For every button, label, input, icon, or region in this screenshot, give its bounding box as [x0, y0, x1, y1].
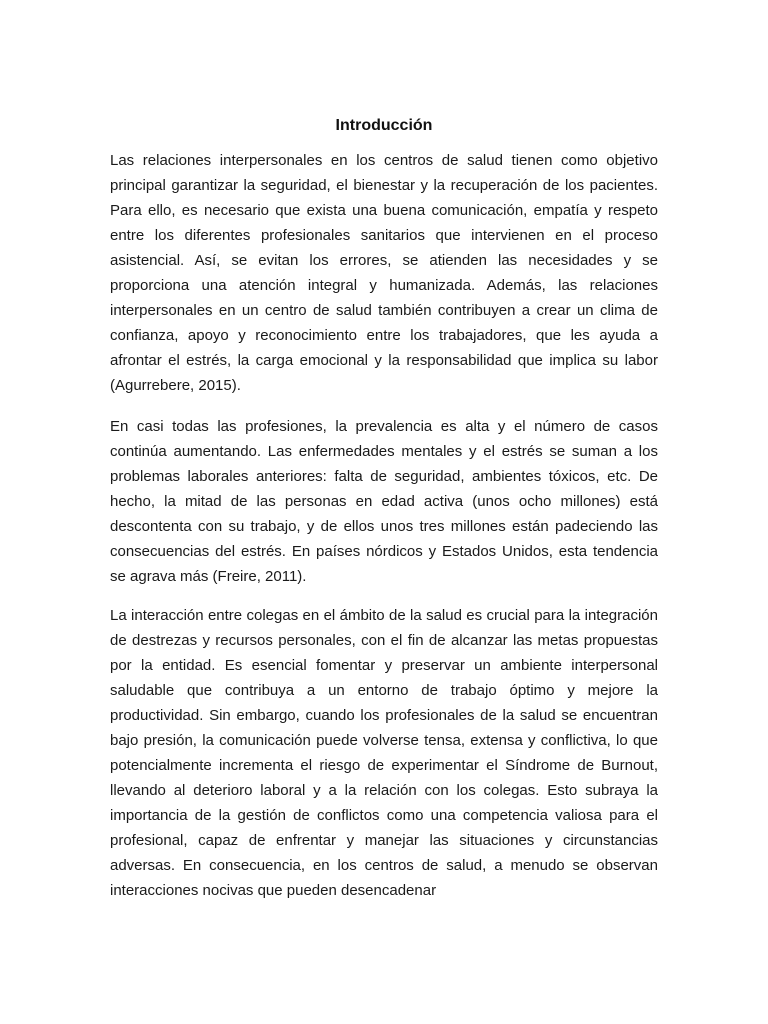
paragraph-2: En casi todas las profesiones, la prevalencia es alta y el número de casos continúa aumentando. Las enfermedades mentales y el estrés se suman a los problemas laborales anteriores: falta de seguridad, ambientes tóxicos, etc. De hecho, la mitad de las personas en edad activa (unos ocho millones) está descontenta con su trabajo, y de ellos unos tres millones están padeciendo las consecuencias del estrés. En países nórdicos y Estados Unidos, esta tendencia se agrava más (Freire, 2011).: [110, 418, 658, 585]
document-title: Introducción: [335, 117, 433, 134]
paragraph-1: Las relaciones interpersonales en los centros de salud tienen como objetivo principal garantizar la seguridad, el bienestar y la recuperación de los pacientes. Para ello, es necesario que exista una buena comunicación, empatía y respeto entre los diferentes profesionales sanitarios que intervienen en el proceso asistencial. Así, se evitan los errores, se atienden las necesidades y se proporciona una atención integral y humanizada. Además, las relaciones interpersonales en un centro de salud también contribuyen a crear un clima de confianza, apoyo y reconocimiento entre los trabajadores, que les ayuda a afrontar el estrés, la carga emocional y la responsabilidad que implica su labor (Agurrebere, 2015).: [110, 152, 658, 394]
paragraph-3: La interacción entre colegas en el ámbito de la salud es crucial para la integración de destrezas y recursos personales, con el fin de alcanzar las metas propuestas por la entidad. Es esencial fomentar y preservar un ambiente interpersonal saludable que contribuya a un entorno de trabajo óptimo y mejore la productividad. Sin embargo, cuando los profesionales de la salud se encuentran bajo presión, la comunicación puede volverse tensa, extensa y conflictiva, lo que potencialmente incrementa el riesgo de experimentar el Síndrome de Burnout, llevando al deterioro laboral y a la relación con los colegas. Esto subraya la importancia de la gestión de conflictos como una competencia valiosa para el profesional, capaz de enfrentar y manejar las situaciones y circunstancias adversas. En consecuencia, en los centros de salud, a menudo se observan interacciones nocivas que pueden desencadenar: [110, 607, 658, 899]
